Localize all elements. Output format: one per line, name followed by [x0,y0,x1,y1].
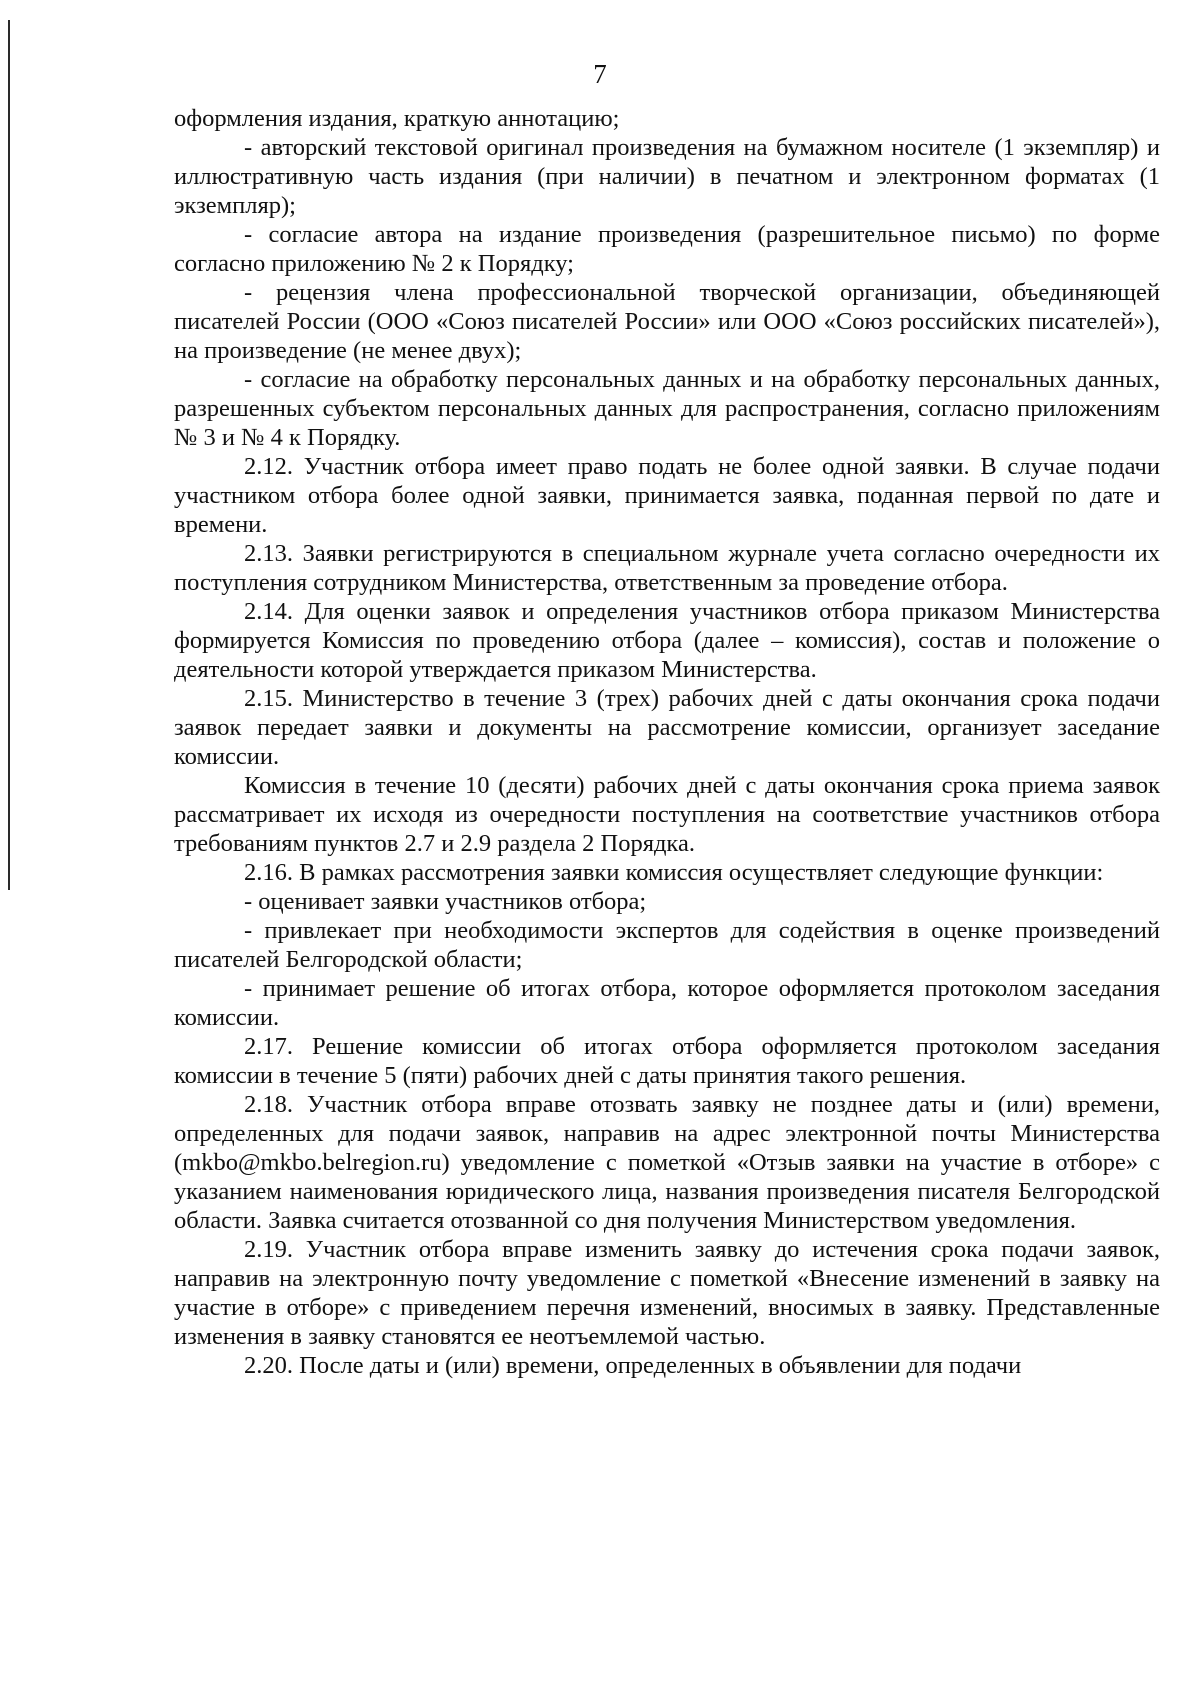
clause-2-19: 2.19. Участник отбора вправе изменить заявку до истечения срока подачи заявок, направив на электронную почту уведомление с пометкой «Внесение изменений в заявку на участие в отборе» с приведением перечня изменений, вносимых в заявку. Представленные изменения в заявку становятся ее неотъемлемой частью. [174,1236,1160,1350]
list-item-experts: - привлекает при необходимости экспертов для содействия в оценке произведений писателей Белгородской области; [174,917,1160,973]
clause-2-12: 2.12. Участник отбора имеет право подать не более одной заявки. В случае подачи участником отбора более одной заявки, принимается заявка, поданная первой по дате и времени. [174,453,1160,538]
list-item-author-original: - авторский текстовой оригинал произведения на бумажном носителе (1 экземпляр) и иллюстративную часть издания (при наличии) в печатном и электронном форматах (1 экземпляр); [174,134,1160,219]
clause-2-16: 2.16. В рамках рассмотрения заявки комиссия осуществляет следующие функции: [244,859,1104,886]
list-item-author-consent: - согласие автора на издание произведения (разрешительное письмо) по форме согласно приложению № 2 к Порядку; [174,221,1160,277]
list-item-evaluate: - оценивает заявки участников отбора; [244,888,647,915]
list-item-review: - рецензия члена профессиональной творческой организации, объединяющей писателей России (ООО «Союз писателей России» или ООО «Союз российских писателей»), на произведение (не менее двух); [174,279,1160,364]
paragraph-continuation: оформления издания, краткую аннотацию; [174,105,620,132]
list-item-decision: - принимает решение об итогах отбора, которое оформляется протоколом заседания комиссии. [174,975,1160,1031]
clause-2-15-commission: Комиссия в течение 10 (десяти) рабочих дней с даты окончания срока приема заявок рассматривает их исходя из очередности поступления на соответствие участников отбора требованиям пунктов 2.7 и 2.9 раздела 2 Порядка. [174,772,1160,857]
clause-2-18: 2.18. Участник отбора вправе отозвать заявку не позднее даты и (или) времени, определенных для подачи заявок, направив на адрес электронной почты Министерства (mkbo@mkbo.belregion.ru) уведомление с пометкой «Отзыв заявки на участие в отборе» с указанием наименования юридического лица, названия произведения писателя Белгородской области. Заявка считается отозванной со дня получения Министерством уведомления. [174,1091,1160,1234]
clause-2-14: 2.14. Для оценки заявок и определения участников отбора приказом Министерства формируется Комиссия по проведению отбора (далее – комиссия), состав и положение о деятельности которой утверждается приказом Министерства. [174,598,1160,683]
clause-2-17: 2.17. Решение комиссии об итогах отбора оформляется протоколом заседания комиссии в течение 5 (пяти) рабочих дней с даты принятия такого решения. [174,1033,1160,1089]
clause-2-20: 2.20. После даты и (или) времени, определенных в объявлении для подачи [244,1352,1022,1379]
clause-2-13: 2.13. Заявки регистрируются в специальном журнале учета согласно очередности их поступления сотрудником Министерства, ответственным за проведение отбора. [174,540,1160,596]
page-number: 7 [593,59,607,89]
list-item-personal-data-consent: - согласие на обработку персональных данных и на обработку персональных данных, разрешенных субъектом персональных данных для распространения, согласно приложениям № 3 и № 4 к Порядку. [174,366,1160,451]
document-body [174,104,1160,1380]
clause-2-15: 2.15. Министерство в течение 3 (трех) рабочих дней с даты окончания срока подачи заявок передает заявки и документы на рассмотрение комиссии, организует заседание комиссии. [174,685,1160,770]
scan-edge-line [8,20,10,890]
